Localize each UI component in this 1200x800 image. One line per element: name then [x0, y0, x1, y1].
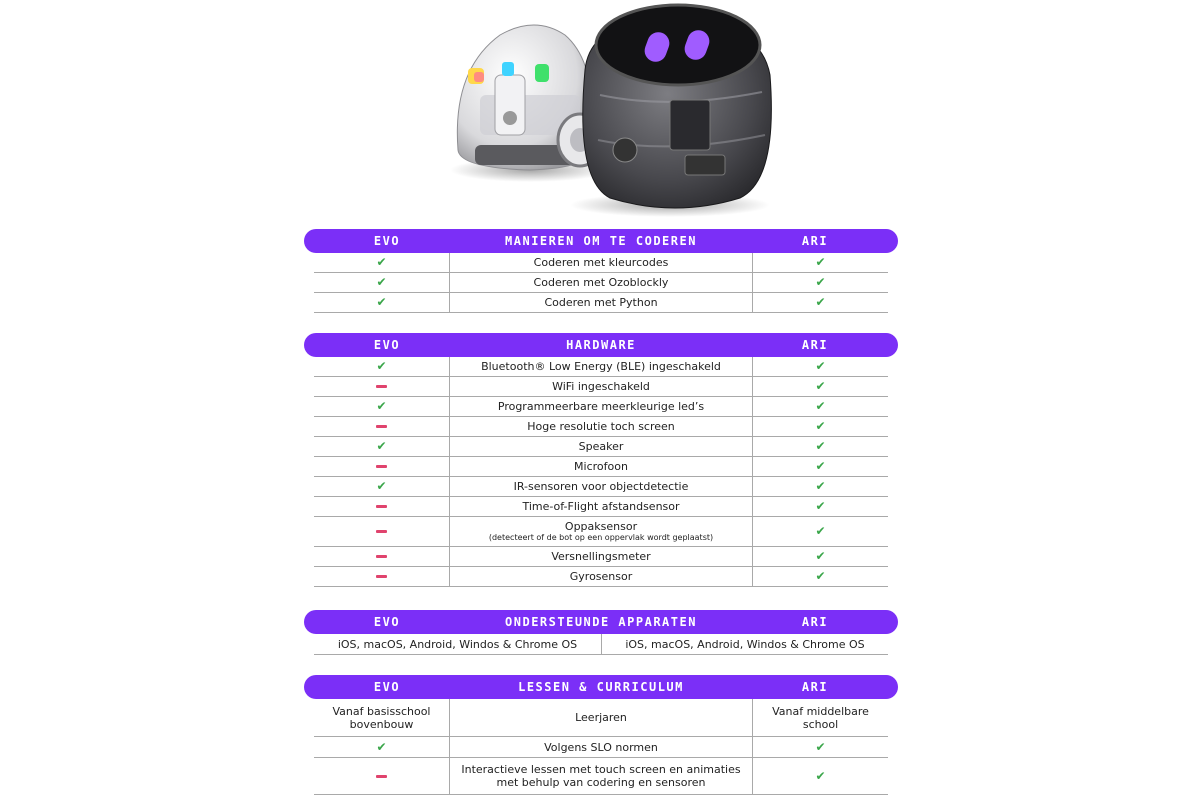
- feature-label: Bluetooth® Low Energy (BLE) ingeschakeld: [481, 360, 721, 373]
- dash-icon: [376, 425, 387, 428]
- table-row: [314, 497, 888, 517]
- evo-cell: [314, 737, 449, 757]
- evo-cell: [314, 253, 449, 272]
- check-icon: ✔: [815, 439, 826, 453]
- feature-cell: [449, 293, 753, 312]
- curriculum-section: [304, 675, 898, 795]
- feature-label: Volgens SLO normen: [544, 740, 658, 754]
- table-row: [314, 417, 888, 437]
- ari-cell: [753, 457, 888, 476]
- check-icon: ✔: [815, 295, 826, 309]
- feature-cell: [449, 417, 753, 436]
- check-icon: ✔: [815, 419, 826, 433]
- check-icon: ✔: [815, 739, 826, 754]
- table-row: [314, 397, 888, 417]
- dash-icon: [376, 465, 387, 468]
- feature-label: Oppaksensor: [564, 520, 638, 533]
- check-icon: ✔: [376, 439, 387, 453]
- header-ari: ARI: [801, 615, 829, 629]
- table-row: [314, 293, 888, 313]
- feature-cell: [449, 477, 753, 496]
- check-icon: ✔: [376, 295, 387, 309]
- table-row: [314, 567, 888, 587]
- header-title: LESSEN & CURRICULUM: [518, 680, 684, 694]
- dash-icon: [376, 555, 387, 558]
- check-icon: ✔: [376, 275, 387, 289]
- evo-cell: [314, 477, 449, 496]
- feature-label: Microfoon: [574, 460, 628, 473]
- feature-label: Versnellingsmeter: [551, 550, 651, 563]
- table-row: [314, 758, 888, 795]
- ari-devices: iOS, macOS, Android, Windos & Chrome OS: [601, 634, 888, 654]
- ari-cell: Vanaf middelbare school: [772, 704, 869, 731]
- check-icon: ✔: [376, 255, 387, 269]
- table-row: [314, 457, 888, 477]
- table-row: [314, 253, 888, 273]
- ari-cell: [753, 517, 888, 546]
- evo-cell: [314, 457, 449, 476]
- feature-label: Programmeerbare meerkleurige led’s: [497, 400, 705, 413]
- check-icon: ✔: [815, 255, 826, 269]
- evo-devices: iOS, macOS, Android, Windos & Chrome OS: [337, 637, 578, 651]
- table-row: [314, 517, 888, 547]
- table-row: [314, 377, 888, 397]
- header-ari: ARI: [801, 680, 829, 694]
- evo-cell: [314, 417, 449, 436]
- ari-cell: [753, 357, 888, 376]
- feature-cell: [449, 547, 753, 566]
- evo-and-ari-robots-image: [440, 0, 780, 218]
- devices-section: [304, 610, 898, 655]
- check-icon: ✔: [815, 459, 826, 473]
- feature-label: Gyrosensor: [569, 570, 633, 583]
- ari-cell: [753, 437, 888, 456]
- dash-icon: [376, 775, 387, 778]
- check-icon: ✔: [376, 479, 387, 493]
- feature-cell: [449, 273, 753, 292]
- feature-cell: [449, 457, 753, 476]
- evo-cell: Vanaf basisschool bovenbouw: [332, 704, 431, 731]
- check-icon: ✔: [376, 739, 387, 754]
- table-row: [314, 477, 888, 497]
- check-icon: ✔: [815, 399, 826, 413]
- feature-label: WiFi ingeschakeld: [552, 380, 650, 393]
- ari-cell: [753, 417, 888, 436]
- check-icon: ✔: [815, 524, 826, 538]
- header-ari: ARI: [801, 338, 829, 352]
- table-row: [314, 273, 888, 293]
- evo-cell: [314, 293, 449, 312]
- check-icon: ✔: [815, 379, 826, 393]
- check-icon: ✔: [815, 499, 826, 513]
- feature-cell: [449, 699, 753, 736]
- feature-label: Time-of-Flight afstandsensor: [522, 500, 680, 513]
- feature-label: Interactieve lessen met touch screen en animaties met behulp van codering en sensoren: [461, 763, 741, 789]
- feature-cell: [449, 517, 753, 546]
- feature-cell: [449, 758, 753, 794]
- feature-cell: [449, 497, 753, 516]
- ari-cell: [753, 273, 888, 292]
- check-icon: ✔: [815, 359, 826, 373]
- feature-cell: [449, 357, 753, 376]
- feature-cell: [449, 567, 753, 586]
- dash-icon: [376, 385, 387, 388]
- table-row: [314, 357, 888, 377]
- header-evo: EVO: [373, 680, 401, 694]
- hardware-section: [304, 333, 898, 587]
- table-row: [314, 547, 888, 567]
- check-icon: ✔: [815, 275, 826, 289]
- feature-cell: [449, 737, 753, 757]
- ari-cell: [753, 758, 888, 794]
- evo-cell: [314, 397, 449, 416]
- feature-label: IR-sensoren voor objectdetectie: [513, 480, 689, 493]
- feature-label: Speaker: [578, 440, 624, 453]
- header-evo: EVO: [373, 615, 401, 629]
- evo-cell: [314, 567, 449, 586]
- check-icon: ✔: [376, 399, 387, 413]
- ari-cell: [753, 293, 888, 312]
- ari-cell: [753, 567, 888, 586]
- evo-cell: [314, 517, 449, 546]
- section-header: [304, 229, 898, 253]
- header-evo: EVO: [373, 338, 401, 352]
- header-evo: EVO: [373, 234, 401, 248]
- table-row: [314, 737, 888, 758]
- dash-icon: [376, 575, 387, 578]
- feature-label: Coderen met Ozoblockly: [533, 276, 669, 289]
- ari-cell: [753, 547, 888, 566]
- ari-cell: [753, 253, 888, 272]
- header-title: HARDWARE: [566, 338, 636, 352]
- check-icon: ✔: [815, 549, 826, 563]
- check-icon: ✔: [376, 359, 387, 373]
- check-icon: ✔: [815, 768, 826, 783]
- section-header: [304, 333, 898, 357]
- feature-cell: [449, 377, 753, 396]
- evo-cell: [314, 357, 449, 376]
- evo-cell: [314, 547, 449, 566]
- section-header: [304, 675, 898, 699]
- feature-label: Hoge resolutie toch screen: [527, 420, 675, 433]
- check-icon: ✔: [815, 569, 826, 583]
- header-ari: ARI: [801, 234, 829, 248]
- evo-cell: [314, 273, 449, 292]
- feature-label: Coderen met kleurcodes: [533, 256, 669, 269]
- feature-label: Coderen met Python: [544, 296, 658, 309]
- evo-cell: [314, 437, 449, 456]
- check-icon: ✔: [815, 479, 826, 493]
- header-title: MANIEREN OM TE CODEREN: [505, 234, 697, 248]
- dash-icon: [376, 505, 387, 508]
- table-row: [314, 437, 888, 457]
- ari-cell: [753, 477, 888, 496]
- ari-cell: [753, 737, 888, 757]
- section-header: [304, 610, 898, 634]
- table-row: [314, 699, 888, 737]
- feature-label: Leerjaren: [575, 711, 627, 724]
- coding-section: [304, 229, 898, 313]
- header-title: ONDERSTEUNDE APPARATEN: [505, 615, 697, 629]
- feature-cell: [449, 397, 753, 416]
- ari-cell: [753, 397, 888, 416]
- feature-sublabel: (detecteert of de bot op een oppervlak wordt geplaatst): [488, 533, 714, 542]
- feature-cell: [449, 253, 753, 272]
- evo-cell: [314, 758, 449, 794]
- evo-cell: [314, 497, 449, 516]
- dash-icon: [376, 530, 387, 533]
- ari-cell: [753, 497, 888, 516]
- ari-cell: [753, 377, 888, 396]
- evo-cell: [314, 377, 449, 396]
- feature-cell: [449, 437, 753, 456]
- table-row: [314, 634, 888, 655]
